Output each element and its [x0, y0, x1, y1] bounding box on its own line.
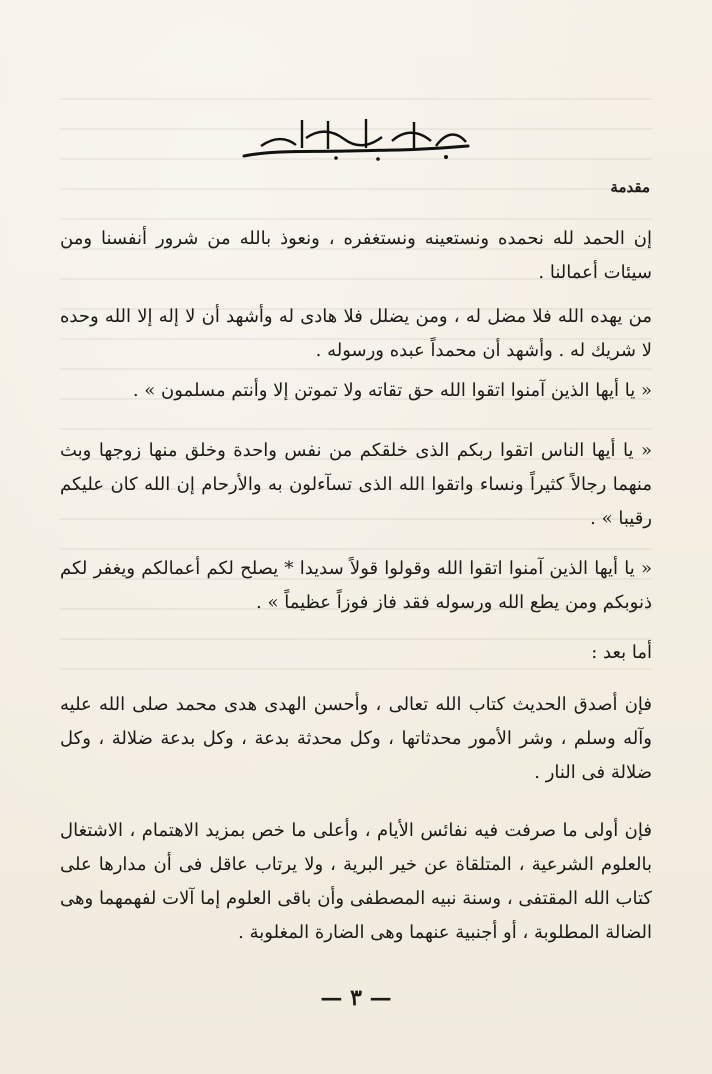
- paragraph-sciences: فإن أولى ما صرفت فيه نفائس الأيام ، وأعلى ما خص بمزيد الاهتمام ، الاشتغال بالعلوم الشرعية ، المتلقاة عن خير البرية ، ولا يرتاب عاقل فى أن مدارها على كتاب الله المقتفى ، وسنة نبيه المصطفى وأن باقى العلوم إما آلات لفهمهما وهى الضالة المطلوبة ، أو أجنبية عنهما وهى الضارة المغلوبة .: [60, 820, 652, 943]
- paragraph-hadith: فإن أصدق الحديث كتاب الله تعالى ، وأحسن الهدى هدى محمد صلى الله عليه وآله وسلم ، وشر الأمور محدثاتها ، وكل محدثة بدعة ، وكل بدعة ضلالة ، وكل ضلالة فى النار .: [60, 694, 652, 783]
- paragraph-amma-bad: أما بعد :: [591, 642, 652, 663]
- basmala-calligraphy: [236, 112, 476, 166]
- paragraph-verse-3: « يا أيها الذين آمنوا اتقوا الله وقولوا قولاً سديدا * يصلح لكم أعمالكم ويغفر لكم ذنوبكم ومن يطع الله ورسوله فقد فاز فوزاً عظيماً » .: [60, 558, 652, 613]
- paragraph-opening-praise: إن الحمد لله نحمده ونستعينه ونستغفره ، ونعوذ بالله من شرور أنفسنا ومن سيئات أعمالنا .: [60, 228, 652, 283]
- section-heading: مقدمة: [610, 178, 650, 196]
- paragraph-verse-1: « يا أيها الذين آمنوا اتقوا الله حق تقاته ولا تموتن إلا وأنتم مسلمون » .: [132, 380, 652, 401]
- paragraph-guidance: من يهده الله فلا مضل له ، ومن يضلل فلا هادى له وأشهد أن لا إله إلا الله وحده لا شريك له . وأشهد أن محمداً عبده ورسوله .: [60, 306, 652, 361]
- page-number: — ٣ —: [320, 985, 392, 1011]
- paragraph-verse-2: « يا أيها الناس اتقوا ربكم الذى خلقكم من نفس واحدة وخلق منها زوجها وبث منهما رجالاً كثيراً ونساء واتقوا الله الذى تسآءلون به والأرحام إن الله كان عليكم رقيبا » .: [60, 440, 652, 529]
